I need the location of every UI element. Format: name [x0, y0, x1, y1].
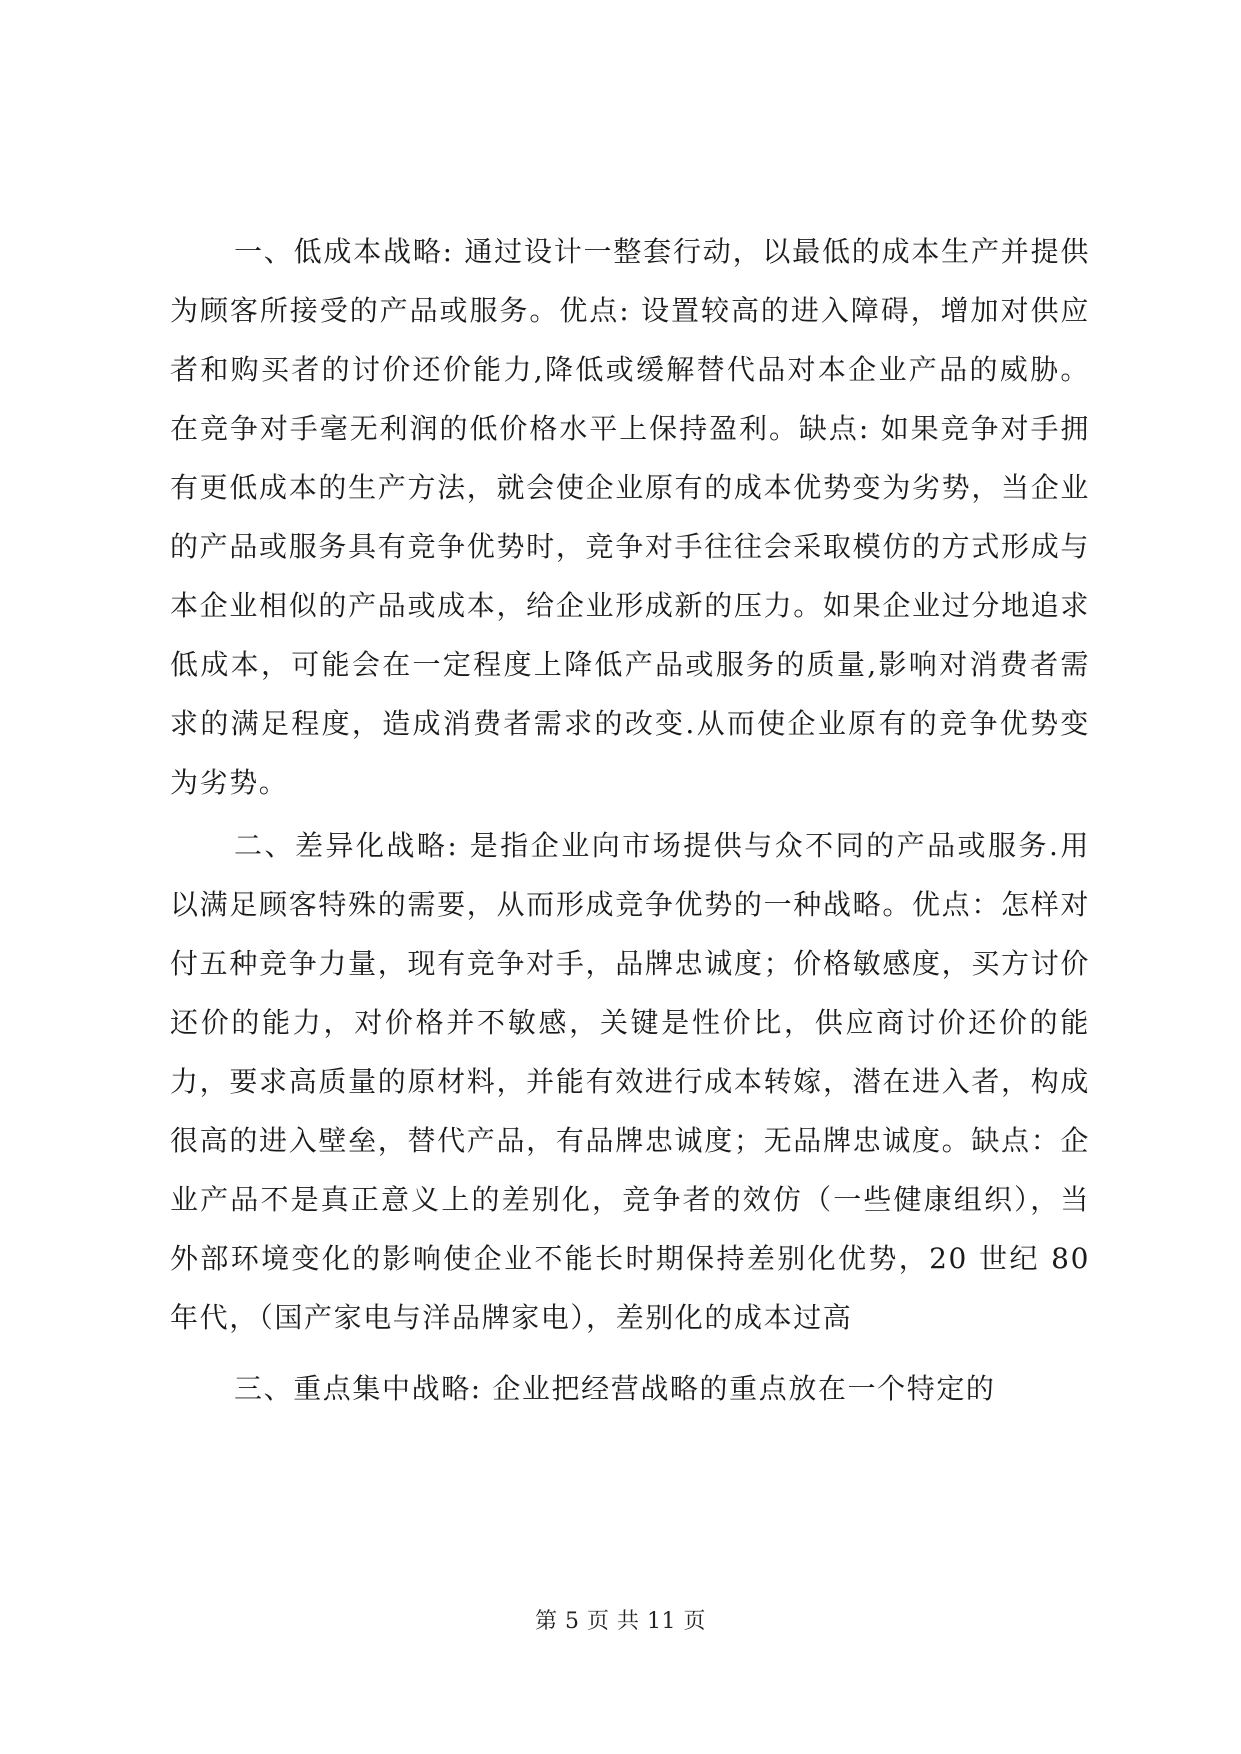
page-number-footer: 第 5 页 共 11 页: [535, 1609, 706, 1634]
paragraph-differentiation-strategy: 二、差异化战略: 是指企业向市场提供与众不同的产品或服务.用以满足顾客特殊的需要，从而形成竞争优势的一种战略。优点：怎样对付五种竞争力量，现有竞争对手，品牌忠诚度；价格敏感度，买方讨价还价的能力，对价格并不敏感，关键是性价比，供应商讨价还价的能力，要求高质量的原材料，并能有效进行成本转嫁，潜在进入者，构成很高的进入壁垒，替代产品，有品牌忠诚度；无品牌忠诚度。缺点：企业产品不是真正意义上的差别化，竞争者的效仿（一些健康组织），当外部环境变化的影响使企业不能长时期保持差别化优势，20 世纪 80 年代，（国产家电与洋品牌家电），差别化的成本过高: [170, 829, 1090, 1334]
paragraph-low-cost-strategy: 一、低成本战略: 通过设计一整套行动，以最低的成本生产并提供为顾客所接受的产品或服务。优点: 设置较高的进入障碍，增加对供应者和购买者的讨价还价能力,降低或缓解替代品对本企业产品的威胁。在竞争对手毫无利润的低价格水平上保持盈利。缺点: 如果竞争对手拥有更低成本的生产方法，就会使企业原有的成本优势变为劣势，当企业的产品或服务具有竞争优势时，竞争对手往往会采取模仿的方式形成与本企业相似的产品或成本，给企业形成新的压力。如果企业过分地追求低成本，可能会在一定程度上降低产品或服务的质量,影响对消费者需求的满足程度，造成消费者需求的改变.从而使企业原有的竞争优势变为劣势。: [170, 235, 1090, 799]
paragraph-focus-strategy: 三、重点集中战略: 企业把经营战略的重点放在一个特定的: [234, 1372, 996, 1405]
document-body: [170, 222, 1090, 1418]
